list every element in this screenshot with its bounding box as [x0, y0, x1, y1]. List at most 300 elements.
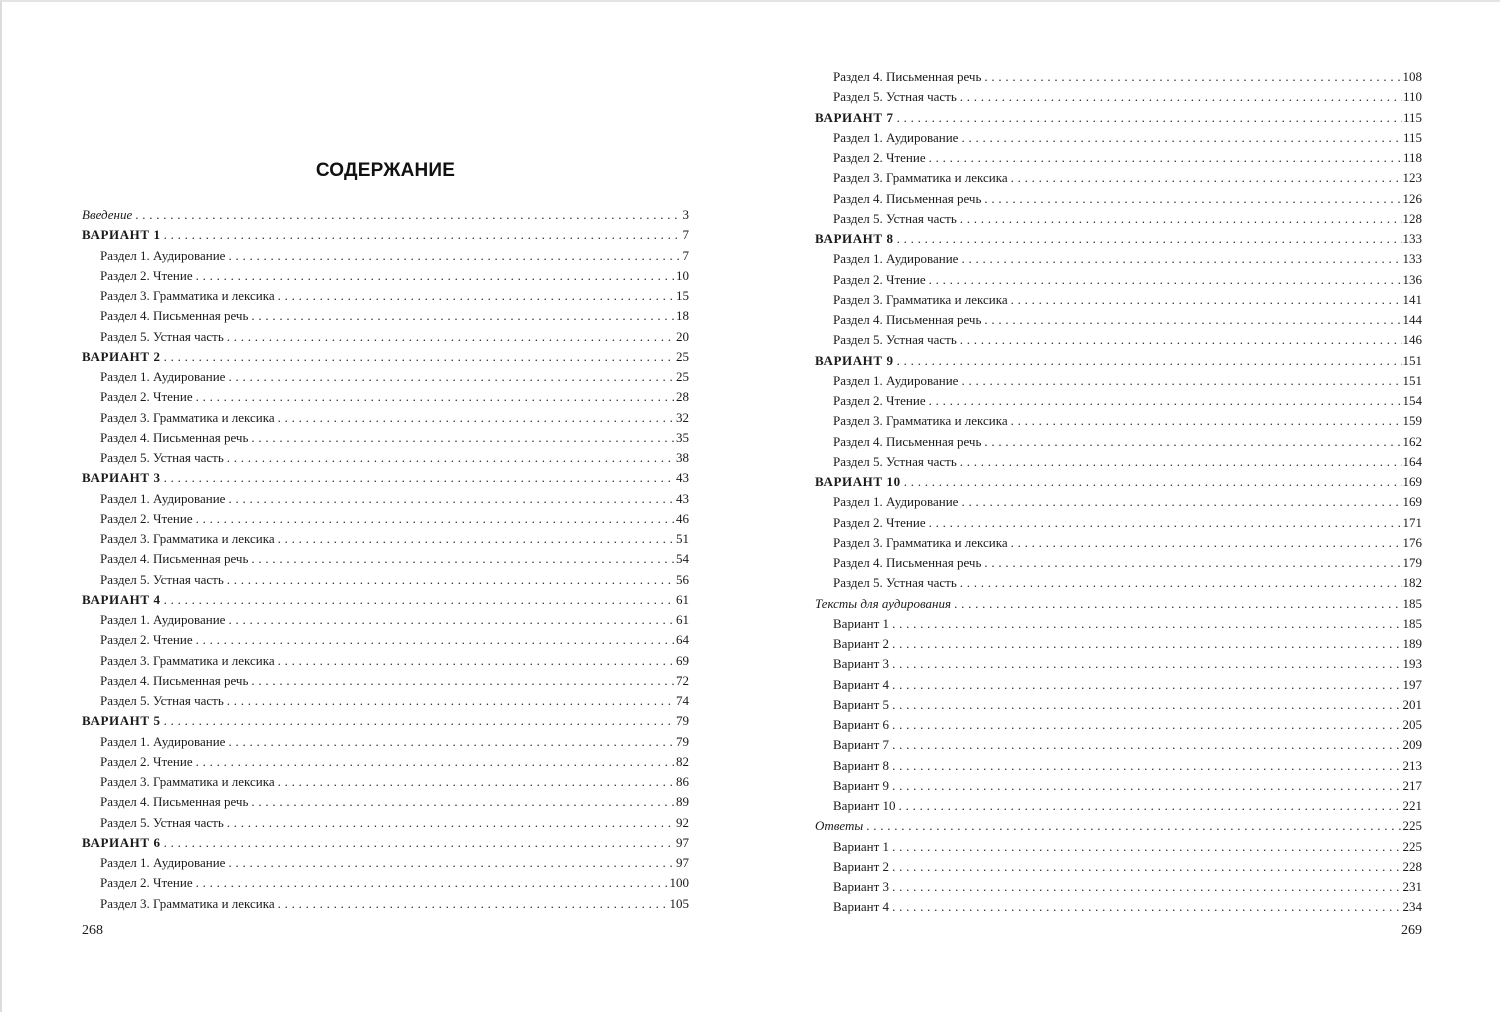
- toc-entry-label: Раздел 5. Устная часть: [833, 210, 957, 226]
- toc-entry: [815, 452, 1422, 472]
- toc-entry-label: Вариант 2: [833, 636, 890, 651]
- toc-entry-label: Ответы: [815, 818, 864, 834]
- toc-entry-label: Раздел 3. Грамматика и лексика: [833, 534, 1008, 550]
- dot-leader: [251, 671, 675, 691]
- dot-leader: [164, 225, 680, 245]
- toc-entry-page: 97: [676, 834, 689, 850]
- toc-list-right: [815, 67, 1422, 918]
- toc-entry: [815, 614, 1422, 634]
- toc-entry-page: 234: [1402, 899, 1422, 915]
- toc-entry-page: 123: [1402, 170, 1422, 186]
- right-page: [815, 2, 1422, 1014]
- toc-entry: [815, 513, 1422, 533]
- dot-leader: [984, 310, 1401, 330]
- toc-entry-label: ВАРИАНТ 5: [82, 713, 161, 729]
- toc-entry-page: 20: [676, 328, 689, 344]
- toc-entry-label: Раздел 4. Письменная речь: [833, 69, 982, 84]
- toc-entry: [815, 128, 1422, 148]
- dot-leader: [227, 448, 675, 468]
- toc-entry-label: Раздел 1. Аудирование: [833, 129, 959, 145]
- toc-entry-page: 176: [1402, 534, 1422, 550]
- toc-section-entry: [82, 205, 689, 225]
- toc-entry: [82, 448, 689, 468]
- toc-entry-page: 89: [676, 794, 689, 810]
- dot-leader: [251, 549, 675, 569]
- toc-entry-label: Вариант 10: [833, 798, 896, 813]
- toc-entry-page: 144: [1402, 312, 1422, 327]
- toc-entry-label: Вариант 3: [833, 879, 890, 894]
- toc-entry-page: 74: [676, 693, 689, 708]
- toc-section-entry: [82, 347, 689, 367]
- toc-entry-page: 209: [1402, 737, 1422, 753]
- dot-leader: [954, 594, 1401, 614]
- toc-entry-label: Раздел 3. Грамматика и лексика: [833, 291, 1008, 307]
- toc-entry: [82, 327, 689, 347]
- toc-entry: [815, 634, 1422, 654]
- toc-entry: [815, 391, 1422, 411]
- toc-entry-label: Тексты для аудирования: [815, 595, 952, 611]
- toc-entry-page: 54: [676, 551, 689, 567]
- dot-leader: [892, 897, 1401, 917]
- toc-entry-page: 25: [676, 348, 689, 364]
- toc-entry-label: Раздел 1. Аудирование: [100, 612, 226, 627]
- toc-entry: [82, 529, 689, 549]
- toc-entry-page: 15: [676, 288, 689, 303]
- toc-entry: [815, 553, 1422, 573]
- dot-leader: [1011, 533, 1402, 553]
- toc-entry-label: Раздел 4. Письменная речь: [833, 433, 982, 449]
- toc-entry: [815, 270, 1422, 290]
- dot-leader: [228, 367, 675, 387]
- dot-leader: [960, 330, 1402, 350]
- toc-entry-page: 197: [1402, 676, 1422, 692]
- dot-leader: [961, 371, 1401, 391]
- toc-entry: [82, 428, 689, 448]
- toc-entry: [82, 894, 689, 914]
- dot-leader: [984, 432, 1401, 452]
- toc-entry-page: 169: [1402, 494, 1422, 510]
- toc-entry-label: Вариант 6: [833, 717, 890, 732]
- toc-entry-page: 118: [1402, 150, 1422, 165]
- toc-entry-page: 61: [676, 612, 689, 627]
- dot-leader: [196, 509, 675, 529]
- dot-leader: [892, 614, 1401, 634]
- toc-entry: [815, 310, 1422, 330]
- toc-entry-label: Раздел 4. Письменная речь: [100, 672, 249, 688]
- toc-section-entry: [82, 711, 689, 731]
- toc-entry-page: 46: [676, 510, 689, 526]
- toc-entry-label: Вариант 9: [833, 777, 890, 793]
- dot-leader: [929, 391, 1402, 411]
- dot-leader: [164, 468, 675, 488]
- toc-entry-label: Раздел 1. Аудирование: [100, 490, 226, 506]
- toc-entry: [82, 549, 689, 569]
- toc-entry: [82, 651, 689, 671]
- toc-entry-page: 128: [1402, 210, 1422, 226]
- toc-entry-label: Раздел 5. Устная часть: [100, 814, 224, 830]
- toc-entry-page: 146: [1402, 332, 1422, 348]
- toc-entry-page: 7: [682, 227, 689, 243]
- toc-entry-label: Вариант 3: [833, 656, 890, 672]
- toc-entry: [82, 489, 689, 509]
- toc-entry: [82, 691, 689, 711]
- toc-entry-label: Раздел 5. Устная часть: [833, 332, 957, 348]
- toc-entry-label: Раздел 5. Устная часть: [100, 571, 224, 587]
- toc-entry: [815, 290, 1422, 310]
- toc-entry-page: 225: [1402, 818, 1422, 834]
- page-number-left: 268: [82, 923, 103, 938]
- dot-leader: [164, 590, 675, 610]
- toc-entry-label: ВАРИАНТ 7: [815, 109, 894, 125]
- toc-section-entry: [815, 351, 1422, 371]
- dot-leader: [278, 286, 675, 306]
- toc-entry-label: Раздел 4. Письменная речь: [833, 312, 982, 327]
- toc-entry-label: ВАРИАНТ 2: [82, 348, 161, 364]
- dot-leader: [227, 327, 675, 347]
- toc-entry-label: Раздел 3. Грамматика и лексика: [100, 895, 275, 911]
- toc-entry: [815, 209, 1422, 229]
- toc-entry-label: Раздел 5. Устная часть: [100, 450, 224, 465]
- toc-entry-page: 64: [676, 632, 689, 648]
- toc-entry-page: 72: [676, 672, 689, 688]
- toc-entry-page: 193: [1402, 656, 1422, 672]
- toc-entry: [82, 873, 689, 893]
- toc-entry-label: Раздел 3. Грамматика и лексика: [100, 288, 275, 303]
- toc-entry-page: 28: [676, 389, 689, 405]
- toc-entry-label: Раздел 5. Устная часть: [100, 328, 224, 344]
- toc-entry: [82, 610, 689, 630]
- toc-entry-page: 126: [1402, 190, 1422, 206]
- toc-entry: [815, 715, 1422, 735]
- toc-entry-label: ВАРИАНТ 4: [82, 591, 161, 607]
- toc-entry-page: 92: [676, 814, 689, 830]
- toc-entry-label: ВАРИАНТ 10: [815, 474, 901, 489]
- toc-entry-page: 38: [676, 450, 689, 465]
- toc-entry-label: Вариант 8: [833, 757, 890, 773]
- toc-entry-label: Раздел 2. Чтение: [833, 271, 926, 287]
- toc-entry-page: 154: [1402, 393, 1422, 408]
- dot-leader: [228, 610, 675, 630]
- toc-entry: [815, 168, 1422, 188]
- toc-entry-page: 217: [1402, 777, 1422, 793]
- toc-entry: [815, 371, 1422, 391]
- toc-entry: [82, 509, 689, 529]
- dot-leader: [135, 205, 680, 225]
- toc-entry-page: 7: [682, 247, 689, 263]
- toc-entry: [82, 732, 689, 752]
- toc-entry-page: 185: [1402, 595, 1422, 611]
- toc-entry-page: 3: [682, 207, 689, 222]
- toc-entry-label: Раздел 2. Чтение: [100, 510, 193, 526]
- dot-leader: [278, 529, 675, 549]
- dot-leader: [892, 756, 1401, 776]
- dot-leader: [929, 513, 1402, 533]
- toc-entry-label: Раздел 1. Аудирование: [833, 494, 959, 510]
- dot-leader: [960, 87, 1402, 107]
- dot-leader: [1011, 411, 1402, 431]
- toc-entry-page: 136: [1402, 271, 1422, 287]
- toc-section-entry: [82, 590, 689, 610]
- dot-leader: [251, 428, 675, 448]
- toc-entry-page: 225: [1402, 838, 1422, 854]
- toc-entry-label: Раздел 5. Устная часть: [833, 575, 957, 591]
- toc-entry-page: 35: [676, 429, 689, 445]
- toc-entry: [815, 897, 1422, 917]
- toc-entry-page: 171: [1402, 514, 1422, 530]
- toc-entry-page: 79: [676, 733, 689, 749]
- toc-entry: [815, 87, 1422, 107]
- toc-section-entry: [82, 225, 689, 245]
- toc-entry-label: Раздел 2. Чтение: [100, 267, 193, 283]
- toc-entry: [82, 853, 689, 873]
- dot-leader: [164, 711, 675, 731]
- toc-entry-label: Раздел 3. Грамматика и лексика: [100, 409, 275, 425]
- toc-section-entry: [815, 108, 1422, 128]
- toc-entry-label: Раздел 1. Аудирование: [100, 247, 226, 263]
- toc-entry: [815, 492, 1422, 512]
- toc-entry-label: Вариант 7: [833, 737, 890, 753]
- toc-entry-page: 82: [676, 753, 689, 769]
- dot-leader: [961, 492, 1401, 512]
- dot-leader: [984, 189, 1401, 209]
- dot-leader: [892, 776, 1401, 796]
- toc-entry-label: Раздел 4. Письменная речь: [100, 308, 249, 324]
- page-number-right: 269: [1401, 923, 1422, 938]
- toc-entry-page: 51: [676, 531, 689, 546]
- toc-entry-label: Раздел 4. Письменная речь: [833, 555, 982, 570]
- toc-entry-label: ВАРИАНТ 1: [82, 227, 161, 243]
- toc-entry-label: Вариант 2: [833, 858, 890, 874]
- toc-entry: [815, 735, 1422, 755]
- dot-leader: [164, 347, 675, 367]
- toc-entry: [82, 752, 689, 772]
- dot-leader: [228, 489, 675, 509]
- dot-leader: [278, 408, 675, 428]
- toc-entry: [815, 776, 1422, 796]
- dot-leader: [892, 735, 1401, 755]
- toc-entry: [82, 246, 689, 266]
- dot-leader: [892, 715, 1401, 735]
- dot-leader: [1011, 290, 1402, 310]
- toc-entry-label: ВАРИАНТ 3: [82, 470, 161, 486]
- toc-entry-page: 133: [1402, 251, 1422, 267]
- toc-entry-label: Раздел 2. Чтение: [100, 753, 193, 769]
- dot-leader: [196, 630, 675, 650]
- toc-entry: [82, 266, 689, 286]
- toc-entry-label: Раздел 1. Аудирование: [833, 251, 959, 267]
- toc-entry-page: 159: [1402, 413, 1422, 429]
- toc-entry-page: 32: [676, 409, 689, 425]
- toc-entry-page: 205: [1402, 717, 1422, 732]
- dot-leader: [196, 387, 675, 407]
- left-page: [82, 2, 689, 1014]
- toc-entry-page: 189: [1402, 636, 1422, 651]
- toc-entry-label: Раздел 4. Письменная речь: [100, 794, 249, 810]
- toc-entry: [82, 630, 689, 650]
- toc-entry-label: Раздел 1. Аудирование: [100, 855, 226, 870]
- toc-entry: [815, 756, 1422, 776]
- dot-leader: [227, 570, 675, 590]
- toc-entry-page: 97: [676, 855, 689, 870]
- toc-entry: [815, 189, 1422, 209]
- toc-entry: [82, 408, 689, 428]
- dot-leader: [897, 351, 1402, 371]
- toc-list-left: [82, 205, 689, 914]
- toc-entry-label: Раздел 2. Чтение: [100, 389, 193, 405]
- dot-leader: [278, 894, 669, 914]
- toc-entry-page: 56: [676, 571, 689, 587]
- toc-entry-page: 105: [669, 895, 689, 911]
- toc-entry: [815, 249, 1422, 269]
- dot-leader: [278, 651, 675, 671]
- toc-entry: [82, 813, 689, 833]
- toc-entry-page: 25: [676, 369, 689, 384]
- toc-entry-label: ВАРИАНТ 9: [815, 352, 894, 368]
- toc-entry-page: 18: [676, 308, 689, 324]
- dot-leader: [897, 229, 1402, 249]
- toc-entry-page: 151: [1402, 352, 1422, 368]
- toc-entry-label: Раздел 1. Аудирование: [833, 372, 959, 388]
- toc-entry-label: Вариант 4: [833, 676, 890, 692]
- toc-entry-page: 169: [1402, 474, 1422, 489]
- dot-leader: [984, 553, 1401, 573]
- dot-leader: [961, 249, 1401, 269]
- toc-entry-label: Раздел 5. Устная часть: [833, 89, 957, 105]
- toc-entry-label: ВАРИАНТ 6: [82, 834, 161, 850]
- toc-entry-label: Вариант 5: [833, 696, 890, 712]
- dot-leader: [1011, 168, 1402, 188]
- toc-entry-page: 79: [676, 713, 689, 729]
- toc-entry: [815, 432, 1422, 452]
- dot-leader: [164, 833, 675, 853]
- dot-leader: [892, 837, 1401, 857]
- dot-leader: [892, 654, 1401, 674]
- toc-entry-label: Раздел 2. Чтение: [100, 632, 193, 648]
- toc-entry-page: 115: [1402, 129, 1422, 145]
- toc-entry-label: Раздел 4. Письменная речь: [100, 429, 249, 445]
- toc-title: СОДЕРЖАНИЕ: [315, 160, 456, 181]
- toc-entry-page: 86: [676, 774, 689, 789]
- toc-entry: [82, 387, 689, 407]
- toc-entry-page: 69: [676, 652, 689, 668]
- dot-leader: [278, 772, 675, 792]
- toc-entry: [82, 286, 689, 306]
- toc-entry-label: Раздел 2. Чтение: [100, 875, 193, 891]
- dot-leader: [929, 148, 1402, 168]
- toc-entry-label: Раздел 3. Грамматика и лексика: [100, 531, 275, 546]
- toc-entry-page: 115: [1402, 109, 1422, 125]
- toc-entry-page: 61: [676, 591, 689, 607]
- toc-entry: [815, 411, 1422, 431]
- toc-entry-label: Раздел 5. Устная часть: [100, 693, 224, 708]
- dot-leader: [892, 634, 1401, 654]
- dot-leader: [866, 816, 1401, 836]
- toc-entry-page: 182: [1402, 575, 1422, 591]
- toc-entry: [815, 533, 1422, 553]
- toc-entry-label: Раздел 2. Чтение: [833, 393, 926, 408]
- dot-leader: [196, 752, 675, 772]
- toc-entry: [815, 796, 1422, 816]
- dot-leader: [960, 209, 1402, 229]
- dot-leader: [899, 796, 1402, 816]
- dot-leader: [892, 695, 1401, 715]
- toc-entry-label: Раздел 1. Аудирование: [100, 733, 226, 749]
- toc-entry-page: 179: [1402, 555, 1422, 570]
- toc-entry-page: 100: [669, 875, 689, 891]
- toc-entry-label: Раздел 3. Грамматика и лексика: [833, 170, 1008, 186]
- toc-entry-page: 231: [1402, 879, 1422, 894]
- dot-leader: [228, 732, 675, 752]
- toc-entry-label: Раздел 1. Аудирование: [100, 369, 226, 384]
- dot-leader: [960, 573, 1402, 593]
- toc-entry: [815, 857, 1422, 877]
- dot-leader: [984, 67, 1401, 87]
- toc-entry-label: Раздел 3. Грамматика и лексика: [833, 413, 1008, 429]
- toc-entry: [82, 671, 689, 691]
- toc-entry-label: Вариант 4: [833, 899, 890, 915]
- dot-leader: [960, 452, 1402, 472]
- dot-leader: [251, 306, 675, 326]
- toc-section-entry: [815, 816, 1422, 836]
- toc-entry-page: 133: [1402, 231, 1422, 246]
- toc-entry-label: Вариант 1: [833, 838, 890, 854]
- toc-section-entry: [815, 229, 1422, 249]
- toc-entry-page: 43: [676, 470, 689, 486]
- toc-entry: [82, 570, 689, 590]
- toc-entry-page: 162: [1402, 433, 1422, 449]
- toc-entry-label: Раздел 2. Чтение: [833, 150, 926, 165]
- toc-entry: [815, 330, 1422, 350]
- dot-leader: [892, 675, 1401, 695]
- toc-entry: [815, 654, 1422, 674]
- toc-entry-label: Раздел 2. Чтение: [833, 514, 926, 530]
- toc-entry: [82, 367, 689, 387]
- dot-leader: [196, 266, 675, 286]
- dot-leader: [897, 108, 1402, 128]
- toc-entry-label: Введение: [82, 207, 133, 222]
- toc-entry-page: 110: [1402, 89, 1422, 105]
- toc-entry-page: 201: [1402, 696, 1422, 712]
- dot-leader: [929, 270, 1402, 290]
- toc-entry-label: ВАРИАНТ 8: [815, 231, 894, 246]
- toc-section-entry: [82, 468, 689, 488]
- toc-entry-page: 108: [1402, 69, 1422, 84]
- toc-entry-page: 10: [676, 267, 689, 283]
- toc-entry: [815, 675, 1422, 695]
- dot-leader: [227, 691, 675, 711]
- toc-entry: [815, 573, 1422, 593]
- toc-entry-page: 151: [1402, 372, 1422, 388]
- dot-leader: [961, 128, 1402, 148]
- dot-leader: [892, 857, 1401, 877]
- toc-section-entry: [82, 833, 689, 853]
- toc-entry: [815, 148, 1422, 168]
- toc-entry-page: 164: [1402, 453, 1422, 469]
- toc-entry: [82, 306, 689, 326]
- toc-entry: [82, 772, 689, 792]
- toc-entry-label: Раздел 4. Письменная речь: [833, 190, 982, 206]
- toc-entry-page: 141: [1402, 291, 1422, 307]
- toc-entry: [815, 877, 1422, 897]
- dot-leader: [228, 853, 675, 873]
- dot-leader: [228, 246, 680, 266]
- toc-entry-label: Раздел 3. Грамматика и лексика: [100, 774, 275, 789]
- toc-entry-page: 221: [1402, 798, 1422, 813]
- dot-leader: [196, 873, 669, 893]
- toc-entry: [82, 792, 689, 812]
- toc-entry: [815, 837, 1422, 857]
- toc-entry-page: 213: [1402, 757, 1422, 773]
